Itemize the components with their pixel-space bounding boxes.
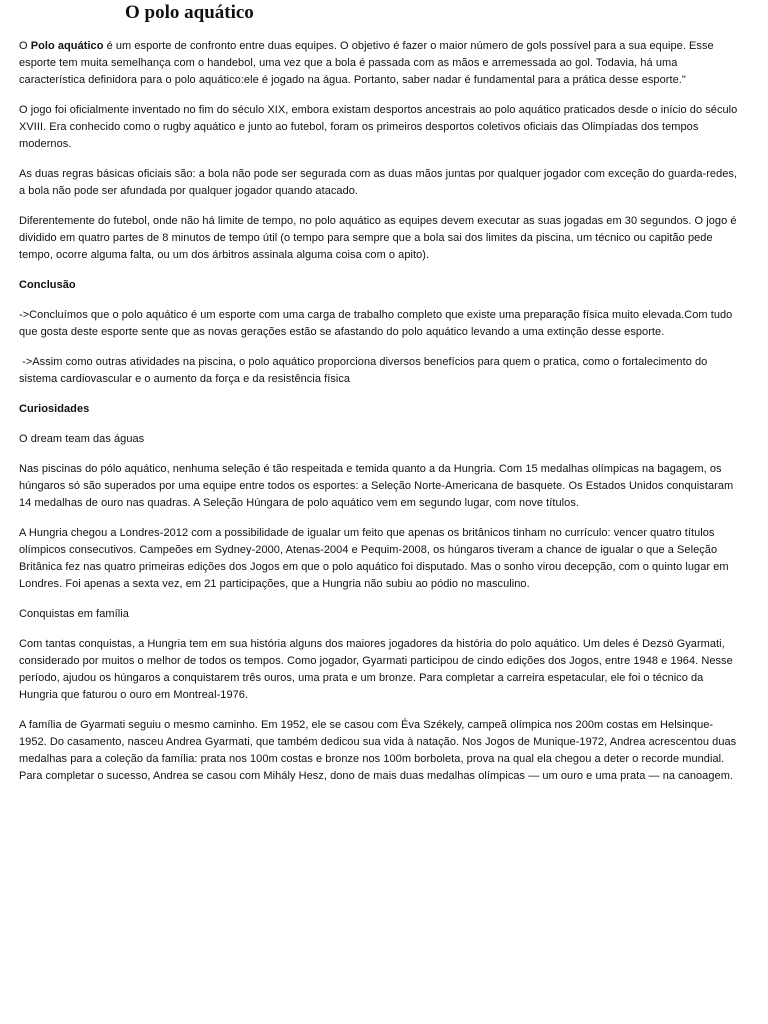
intro-bold-term: Polo aquático bbox=[30, 40, 104, 52]
timing-paragraph: Diferentemente do futebol, onde não há limite de tempo, no polo aquático as equipes devem executar as suas jogadas em 30 segundos. O jogo é dividido em quatro partes de 8 minutos de tempo útil (o tempo para sempre que a bola sai dos limites da piscina, um técnico ou capitão pede tempo, ocorre alguma falta, ou um dos árbitros assinala alguma coisa com o apito). bbox=[19, 215, 737, 261]
dream-team-subheading: O dream team das águas bbox=[19, 433, 145, 445]
conclusion-paragraph-1: ->Concluímos que o polo aquático é um esporte com uma carga de trabalho completo que existe uma preparação física muito elevada.Com tudo que gosta deste esporte sente que as novas gerações estão se afastando do polo aquático levando a uma extinção desse esporte. bbox=[19, 309, 733, 338]
conclusion-paragraph-2: ->Assim como outras atividades na piscina, o polo aquático proporciona diversos benefícios para quem o pratica, como o fortalecimento do sistema cardiovascular e o aumento da força e da resistência física bbox=[19, 356, 711, 385]
rules-paragraph: As duas regras básicas oficiais são: a bola não pode ser segurada com as duas mãos juntas por qualquer jogador com exceção do guarda-redes, a bola não pode ser afundada por qualquer jogador quando atacado. bbox=[19, 168, 738, 197]
intro-prefix: O bbox=[19, 40, 31, 52]
family-subheading: Conquistas em família bbox=[19, 608, 129, 620]
family-paragraph-1: Com tantas conquistas, a Hungria tem em sua história alguns dos maiores jogadores da história do polo aquático. Um deles é Dezsö Gyarmati, considerado por muitos o melhor de todos os tempos. Como jogador, Gyarmati participou de cindo edições dos Jogos, entre 1948 e 1964. Nesse período, ajudou os húngaros a conquistarem três ouros, uma prata e um bronze. Para completar a carreira espetacular, ele foi o técnico da Hungria que faturou o ouro em Montreal-1976. bbox=[19, 638, 733, 701]
family-paragraph-2: A família de Gyarmati seguiu o mesmo caminho. Em 1952, ele se casou com Éva Székely, campeã olímpica nos 200m costas em Helsinque-1952. Do casamento, nasceu Andrea Gyarmati, que também dedicou sua vida à natação. Nos Jogos de Munique-1972, Andrea acrescentou duas medalhas para a coleção da família: prata nos 100m costas e bronze nos 100m borboleta, prova na qual ela chegou a deter o recorde mundial. Para completar o sucesso, Andrea se casou com Mihály Hesz, dono de mais duas medalhas olímpicas — um ouro e uma prata — na canoagem. bbox=[19, 719, 737, 782]
history-paragraph: O jogo foi oficialmente inventado no fim do século XIX, embora existam desportos ancestrais ao polo aquático praticados desde o início do século XVIII. Era conhecido como o rugby aquático e junto ao futebol, foram os primeiros desportos coletivos oficiais das Olimpíadas dos tempos modernos. bbox=[19, 104, 738, 150]
dream-team-paragraph-1: Nas piscinas do pólo aquático, nenhuma seleção é tão respeitada e temida quanto a da Hungria. Com 15 medalhas olímpicas na bagagem, os húngaros só são superados por uma equipe entre todos os esportes: a Seleção Norte-Americana de basquete. Os Estados Unidos conquistaram 14 medalhas de ouro nas quadras. A Seleção Húngara de polo aquático vem em segundo lugar, com nove títulos. bbox=[19, 463, 734, 509]
curiosities-heading: Curiosidades bbox=[19, 403, 90, 415]
dream-team-paragraph-2: A Hungria chegou a Londres-2012 com a possibilidade de igualar um feito que apenas os britânicos tinham no currículo: vencer quatro títulos olímpicos consecutivos. Campeões em Sydney-2000, Atenas-2004 e Pequim-2008, os húngaros tiveram a chance de igualar o que a Seleção Britânica fez nas quatro primeiras edições dos Jogos em que o polo aquático foi disputado. Mas o sonho virou decepção, com o quinto lugar em Londres. Foi apenas a sexta vez, em 21 participações, que a Hungria não subiu ao pódio no masculino. bbox=[19, 527, 729, 590]
intro-paragraph bbox=[19, 38, 738, 89]
page-title: O polo aquático bbox=[125, 2, 254, 23]
intro-text: é um esporte de confronto entre duas equipes. O objetivo é fazer o maior número de gols possível para a sua equipe. Esse esporte tem muita semelhança com o handebol, uma vez que a bola é passada com as mãos e arremessada ao gol. Todavia, há uma característica definidora para o polo aquático:ele é jogado na água. Portanto, saber nadar é fundamental para a prática desse esporte." bbox=[19, 40, 714, 86]
conclusion-heading: Conclusão bbox=[19, 279, 76, 291]
